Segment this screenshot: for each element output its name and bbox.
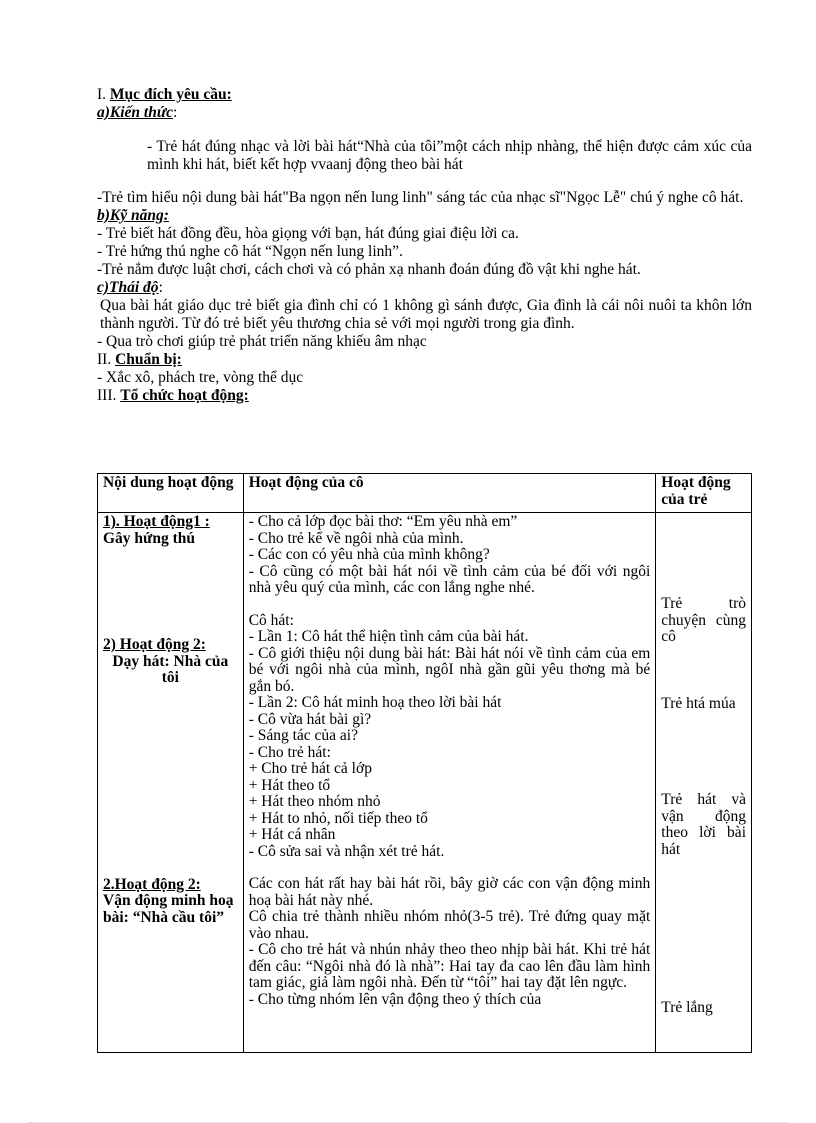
knowledge-heading: a)Kiến thức bbox=[97, 104, 174, 121]
skills-item-1: - Trẻ biết hát đồng đều, hòa giọng với bạn, hát đúng giai điệu lời ca. bbox=[97, 225, 519, 242]
attitude-heading: c)Thái độ bbox=[97, 279, 159, 296]
skills-heading: b)Kỹ năng: bbox=[97, 207, 169, 224]
section2-heading: Chuẩn bị: bbox=[115, 351, 182, 368]
act2-teacher-line: - Sáng tác của ai? bbox=[248, 727, 358, 744]
act3-teacher-line: - Cho từng nhóm lên vận động theo ý thích của bbox=[248, 990, 542, 1008]
section3-heading-line bbox=[97, 387, 752, 405]
act2-teacher-line: Cô hát: bbox=[248, 611, 294, 629]
attitude-paragraph-2: - Qua trò chơi giúp trẻ phát triển năng khiếu âm nhạc bbox=[97, 333, 427, 350]
knowledge-colon: : bbox=[173, 104, 178, 121]
knowledge-paragraph-1: - Trẻ hát đúng nhạc và lời bài hát“Nhà của tôi”một cách nhịp nhàng, thể hiện được cảm xúc của mình khi hát, biết kết hợp vvaanj động theo bài hát bbox=[147, 137, 752, 173]
act2-teacher-line: - Lần 1: Cô hát thể hiện tình cảm của bài hát. bbox=[248, 628, 529, 645]
header-content: Nội dung hoạt động bbox=[98, 474, 244, 513]
section2-heading-line bbox=[97, 351, 752, 369]
attitude-heading-line bbox=[97, 279, 752, 297]
act2-teacher-line: + Hát cá nhân bbox=[248, 826, 336, 843]
act2-child-2: Trẻ hát và vận động theo lời bài hát bbox=[661, 791, 746, 858]
activity2-subtitle: Dạy hát: Nhà của tôi bbox=[112, 652, 229, 686]
activity1-title-text: 1). Hoạt động1 : bbox=[103, 513, 210, 530]
activity1-title bbox=[103, 514, 238, 531]
activity-cell bbox=[98, 513, 244, 1053]
activity3-title bbox=[103, 877, 238, 894]
activity3-subtitle: Vận động minh hoạ bài: “Nhà cầu tôi” bbox=[103, 892, 234, 926]
act2-teacher-line: + Hát theo tổ bbox=[248, 776, 331, 794]
skills-item-3: -Trẻ nắm được luật chơi, cách chơi và có phản xạ nhanh đoán đúng đồ vật khi nghe hát. bbox=[97, 261, 641, 278]
act3-teacher-line: - Cô cho trẻ hát và nhún nhảy theo theo nhịp bài hát. Khi trẻ hát đến câu: “Ngôi nhà đó là nhà”: Hai tay đa cao lên đầu làm hình tam giác, giả làm ngôi nhà. Đến từ “tôi” hai tay đặt lên ngực. bbox=[248, 941, 651, 991]
child-cell bbox=[656, 513, 752, 1053]
header-teacher: Hoạt động của cô bbox=[243, 474, 656, 513]
act1-teacher-line: - Cô cũng có một bài hát nói về tình cảm của bé đối với ngôi nhà yêu quý của mình, các con lắng nghe nhé. bbox=[248, 562, 651, 596]
activity1-subtitle: Gây hứng thú bbox=[103, 529, 196, 547]
teacher-cell bbox=[243, 513, 656, 1053]
act3-teacher-line: Các con hát rất hay bài hát rồi, bây giờ các con vận động minh hoạ bài hát này nhé. bbox=[248, 875, 651, 909]
section1-heading-line bbox=[97, 86, 752, 104]
skills-item-2: - Trẻ hứng thú nghe cô hát “Ngọn nến lung linh”. bbox=[97, 243, 403, 260]
skills-heading-line bbox=[97, 207, 752, 225]
section3-heading: Tổ chức hoạt động: bbox=[120, 387, 249, 404]
section1-heading: Mục đích yêu cầu: bbox=[109, 86, 232, 103]
act2-teacher-line: + Cho trẻ hát cả lớp bbox=[248, 760, 372, 777]
section1-numeral: I. bbox=[97, 86, 107, 103]
knowledge-heading-line bbox=[97, 104, 752, 122]
activity2-title-text: 2) Hoạt động 2: bbox=[103, 636, 206, 653]
act3-child: Trẻ lắng bbox=[661, 999, 713, 1016]
act2-teacher-line: - Cô giới thiệu nội dung bài hát: Bài hát nói về tình cảm của em bé với ngôi nhà của mình, ngôI nhà gần gũi yêu thơng mà bé gắn bó. bbox=[248, 644, 651, 695]
header-child: Hoạt động của trẻ bbox=[656, 474, 752, 513]
section2-numeral: II. bbox=[97, 351, 112, 368]
act2-teacher-line: - Lần 2: Cô hát minh hoạ theo lời bài hát bbox=[248, 694, 502, 711]
act2-child-1: Trẻ htá múa bbox=[661, 694, 736, 712]
act2-teacher-line: - Cho trẻ hát: bbox=[248, 743, 331, 761]
act2-teacher-line: + Hát theo nhóm nhỏ bbox=[248, 793, 381, 810]
act2-teacher-line: - Cô sửa sai và nhận xét trẻ hát. bbox=[248, 842, 445, 860]
preparation-item: - Xắc xô, phách tre, vòng thể dục bbox=[97, 369, 304, 386]
activity3-title-text: 2.Hoạt động 2: bbox=[103, 875, 201, 893]
act2-teacher-line: + Hát to nhỏ, nối tiếp theo tổ bbox=[248, 809, 428, 827]
activity-table bbox=[97, 473, 752, 1053]
act1-teacher-line: - Cho trẻ kể về ngôi nhà của mình. bbox=[248, 529, 464, 547]
knowledge-paragraph-2: -Trẻ tìm hiểu nội dung bài hát"Ba ngọn nến lung linh" sáng tác của nhạc sĩ"Ngọc Lễ" chú ý nghe cô hát. bbox=[97, 189, 744, 206]
table-header-row bbox=[98, 474, 752, 513]
activity2-title bbox=[103, 637, 238, 654]
act3-teacher-line: Cô chia trẻ thành nhiều nhóm nhỏ(3-5 trẻ). Trẻ đứng quay mặt vào nhau. bbox=[248, 908, 651, 942]
table-row bbox=[98, 513, 752, 1053]
attitude-paragraph-1: Qua bài hát giáo dục trẻ biết gia đình chỉ có 1 không gì sánh được, Gia đình là cái nôi nuôi ta khôn lớn thành người. Từ đó trẻ biết yêu thương chia sẻ với mọi người trong gia đình. bbox=[100, 297, 752, 332]
act1-teacher-line: - Các con có yêu nhà của mình không? bbox=[248, 546, 490, 563]
act2-teacher-line: - Cô vừa hát bài gì? bbox=[248, 710, 372, 728]
act1-teacher-line: - Cho cả lớp đọc bài thơ: “Em yêu nhà em” bbox=[248, 513, 518, 530]
section3-numeral: III. bbox=[97, 387, 117, 404]
attitude-colon: : bbox=[158, 279, 163, 296]
act1-child: Trẻ trò chuyện cùng cô bbox=[661, 595, 746, 645]
document-body bbox=[97, 86, 752, 405]
